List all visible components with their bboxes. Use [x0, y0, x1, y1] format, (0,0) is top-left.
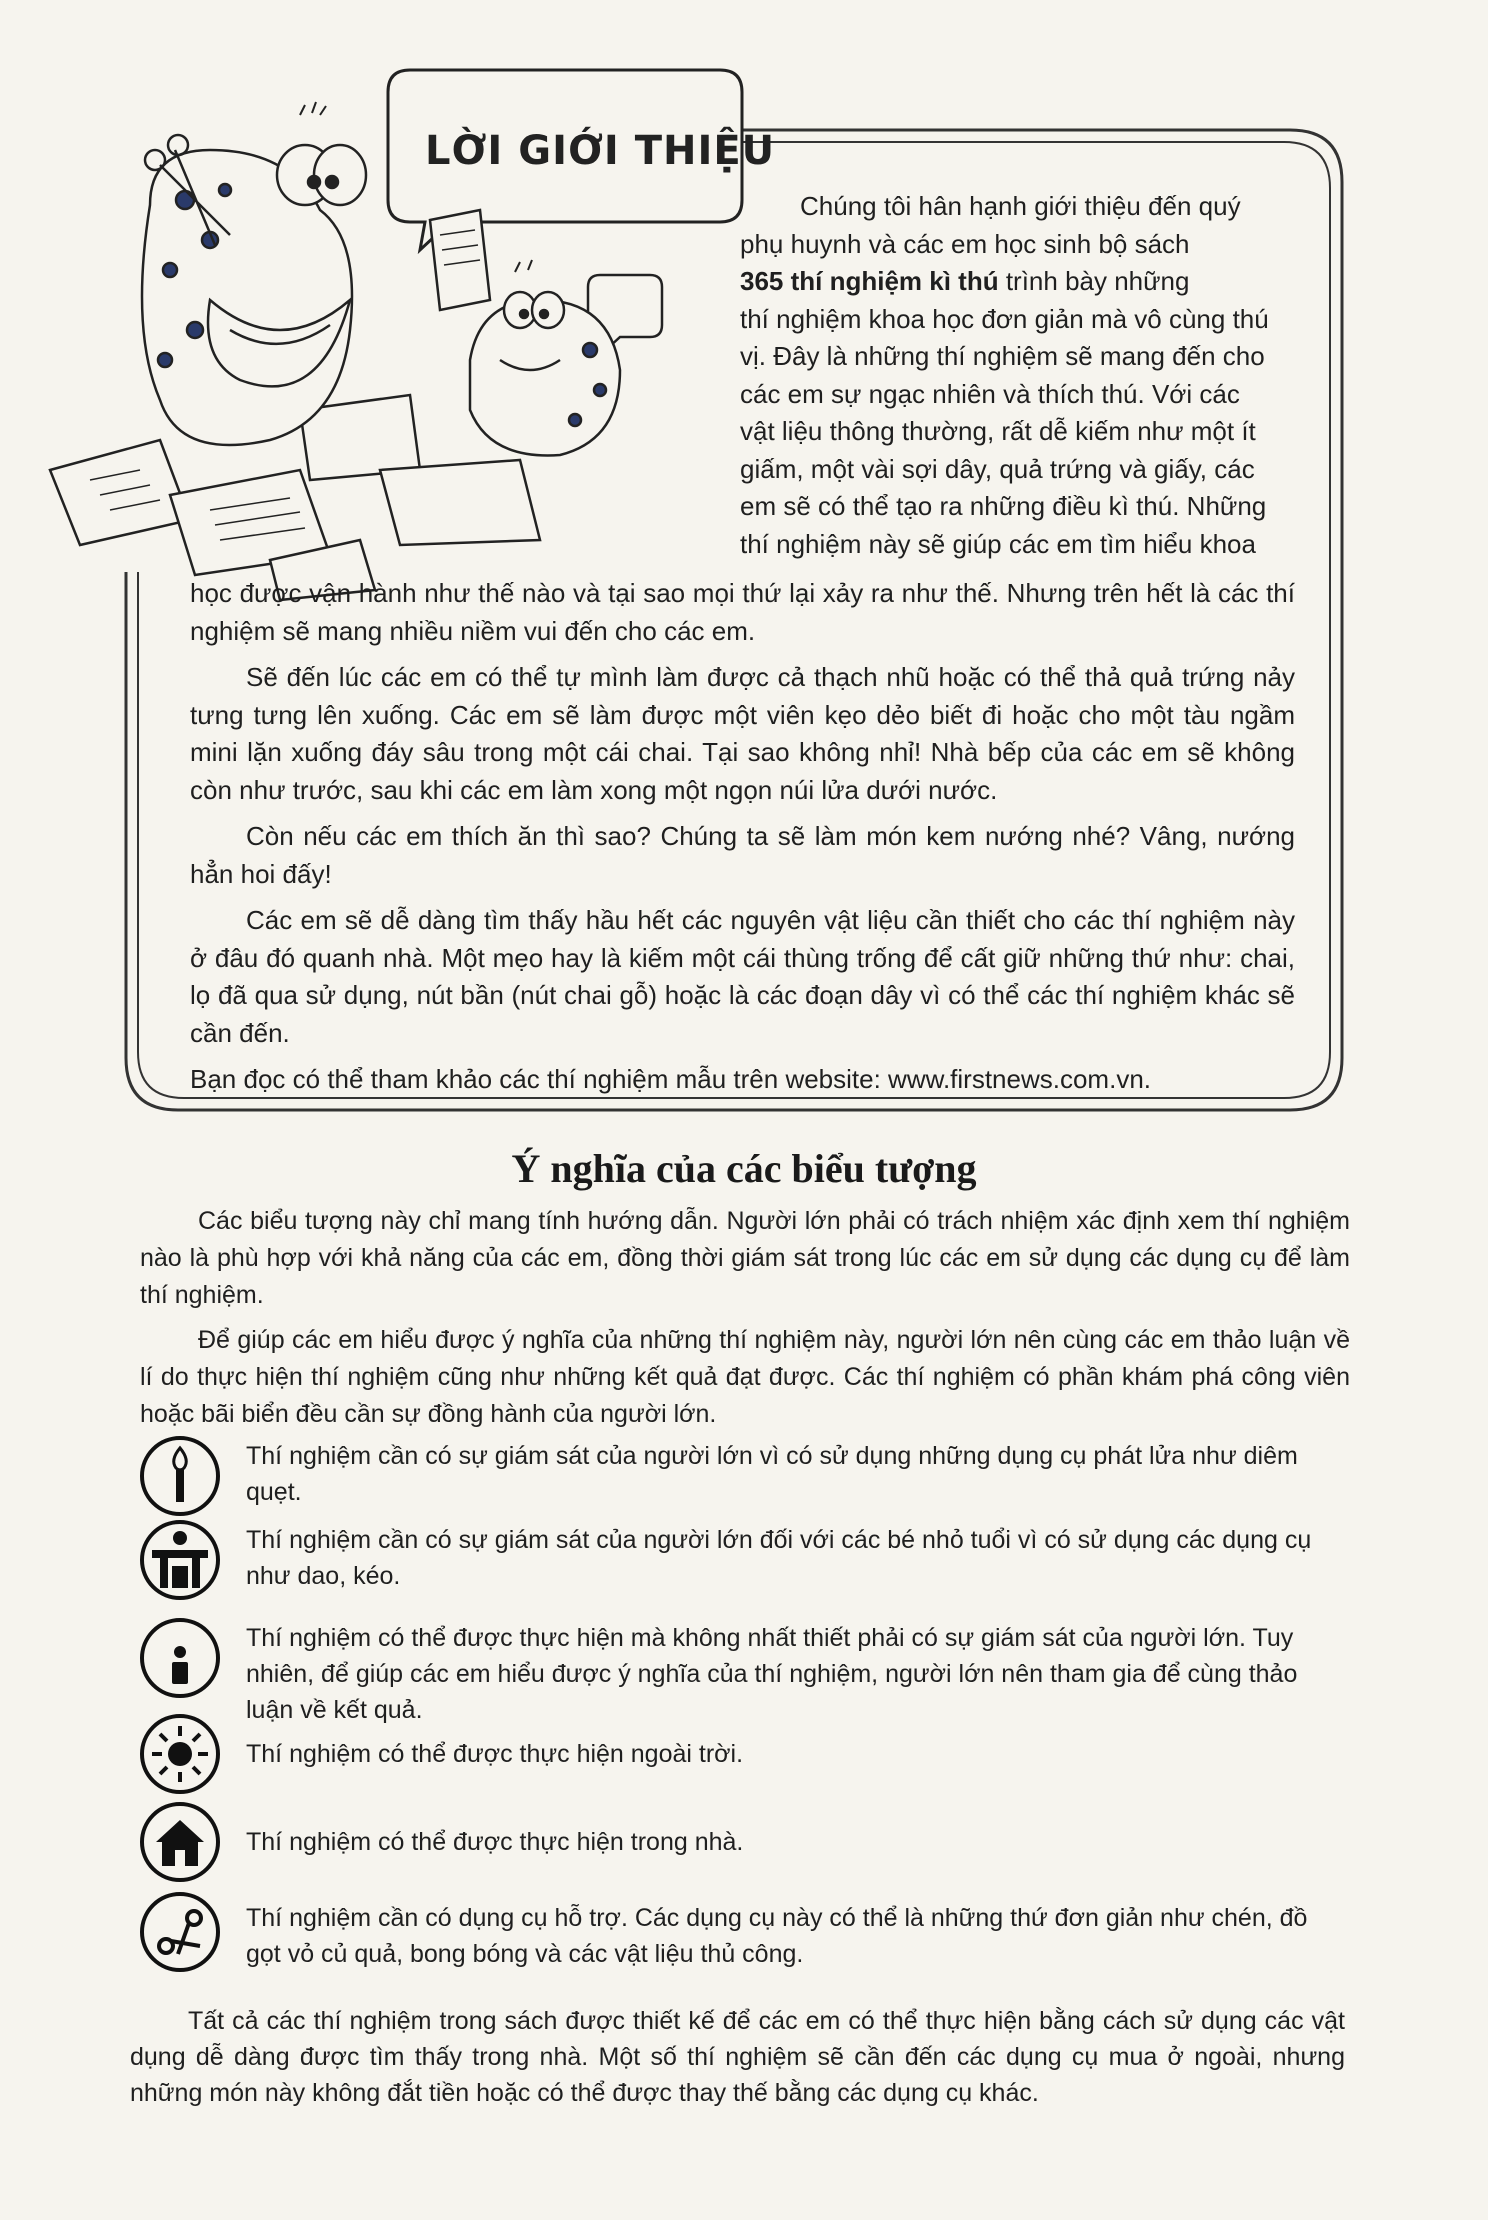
- symbols-title: Ý nghĩa của các biểu tượng: [511, 1146, 977, 1191]
- intro-body: [190, 575, 1295, 1108]
- intro-line: 365 thí nghiệm kì thú trình bày những: [740, 266, 1190, 296]
- symbol-text: Thí nghiệm cần có sự giám sát của người lớn đối với các bé nhỏ tuổi vì có sử dụng các dụng cụ như dao, kéo.: [246, 1526, 1312, 1590]
- info-person-icon: [138, 1616, 222, 1700]
- symbol-text: Thí nghiệm có thể được thực hiện trong nhà.: [246, 1828, 744, 1856]
- adult-child-icon: [138, 1518, 222, 1602]
- scissors-icon: [138, 1890, 222, 1974]
- intro-title: LỜI GIỚI THIỆU: [425, 128, 776, 174]
- sun-icon: [138, 1712, 222, 1796]
- intro-website-line: Bạn đọc có thể tham khảo các thí nghiệm mẫu trên website: www.firstnews.com.vn.: [190, 1064, 1151, 1094]
- symbol-text: Thí nghiệm có thể được thực hiện ngoài trời.: [246, 1740, 744, 1768]
- intro-line: vật liệu thông thường, rất dễ kiếm như một ít: [740, 416, 1256, 446]
- house-icon: [138, 1800, 222, 1884]
- symbol-text: Thí nghiệm cần có sự giám sát của người lớn vì có sử dụng những dụng cụ phát lửa như diêm quẹt.: [246, 1442, 1298, 1506]
- intro-right-column: [740, 188, 1305, 563]
- intro-paragraph: Sẽ đến lúc các em có thể tự mình làm được cả thạch nhũ hoặc có thể thả quả trứng nảy tưng tưng lên xuống. Các em sẽ làm được một viên kẹo dẻo biết đi hoặc cho một tàu ngầm mini lặn xuống đáy sâu trong một cái chai. Tại sao không nhỉ! Nhà bếp của các em sẽ không còn như trước, sau khi các em làm xong một ngọn núi lửa dưới nước.: [190, 662, 1295, 805]
- book-title: 365 thí nghiệm kì thú: [740, 266, 999, 296]
- intro-line: thí nghiệm khoa học đơn giản mà vô cùng thú: [740, 303, 1269, 334]
- intro-paragraph: Các em sẽ dễ dàng tìm thấy hầu hết các nguyên vật liệu cần thiết cho các thí nghiệm này ở đâu đó quanh nhà. Một mẹo hay là kiếm một cái thùng trống để cất giữ những thứ như: chai, lọ đã qua sử dụng, nút bần (nút chai gỗ) hoặc là các đoạn dây vì có thể các thí nghiệm khác sẽ cần đến.: [190, 905, 1295, 1048]
- closing-note: [130, 2003, 1345, 2111]
- intro-paragraph: Còn nếu các em thích ăn thì sao? Chúng ta sẽ làm món kem nướng nhé? Vâng, nướng hẳn hoi đấy!: [190, 821, 1295, 889]
- match-icon: [138, 1434, 222, 1518]
- intro-line: vị. Đây là những thí nghiệm sẽ mang đến cho: [740, 341, 1265, 371]
- intro-line: giấm, một vài sợi dây, quả trứng và giấy, các: [740, 453, 1255, 484]
- intro-paragraph: học được vận hành như thế nào và tại sao mọi thứ lại xảy ra như thế. Nhưng trên hết là các thí nghiệm sẽ mang nhiều niềm vui đến cho các em.: [190, 578, 1295, 646]
- symbol-text: Thí nghiệm cần có dụng cụ hỗ trợ. Các dụng cụ này có thể là những thứ đơn giản như chén, đồ gọt vỏ củ quả, bong bóng và các vật liệu thủ công.: [246, 1904, 1308, 1968]
- symbol-text: Thí nghiệm có thể được thực hiện mà không nhất thiết phải có sự giám sát của người lớn. Tuy nhiên, để giúp các em hiểu được ý nghĩa của thí nghiệm, người lớn nên tham gia để cùng thảo luận về kết quả.: [246, 1624, 1298, 1724]
- intro-line: thí nghiệm này sẽ giúp các em tìm hiểu khoa: [740, 528, 1256, 559]
- symbols-paragraph: Các biểu tượng này chỉ mang tính hướng dẫn. Người lớn phải có trách nhiệm xác định xem thí nghiệm nào là phù hợp với khả năng của các em, đồng thời giám sát trong lúc các em sử dụng các dụng cụ để làm thí nghiệm.: [140, 1207, 1350, 1309]
- intro-line: các em sự ngạc nhiên và thích thú. Với các: [740, 378, 1240, 409]
- symbols-paragraph: Để giúp các em hiểu được ý nghĩa của những thí nghiệm này, người lớn nên cùng các em thảo luận về lí do thực hiện thí nghiệm cũng như những kết quả đạt được. Các thí nghiệm có phần khám phá công viên hoặc bãi biển đều cần sự đồng hành của người lớn.: [140, 1326, 1350, 1428]
- symbols-intro: [140, 1203, 1350, 1441]
- closing-paragraph: Tất cả các thí nghiệm trong sách được thiết kế để các em có thể thực hiện bằng cách sử dụng các vật dụng dễ dàng được tìm thấy trong nhà. Một số thí nghiệm sẽ cần đến các dụng cụ mua ở ngoài, nhưng những món này không đắt tiền hoặc có thể được thay thế bằng các dụng cụ khác.: [130, 2007, 1345, 2107]
- intro-line: phụ huynh và các em học sinh bộ sách: [740, 228, 1190, 259]
- intro-line: Chúng tôi hân hạnh giới thiệu đến quý: [800, 191, 1241, 221]
- intro-line: em sẽ có thể tạo ra những điều kì thú. Những: [740, 491, 1267, 521]
